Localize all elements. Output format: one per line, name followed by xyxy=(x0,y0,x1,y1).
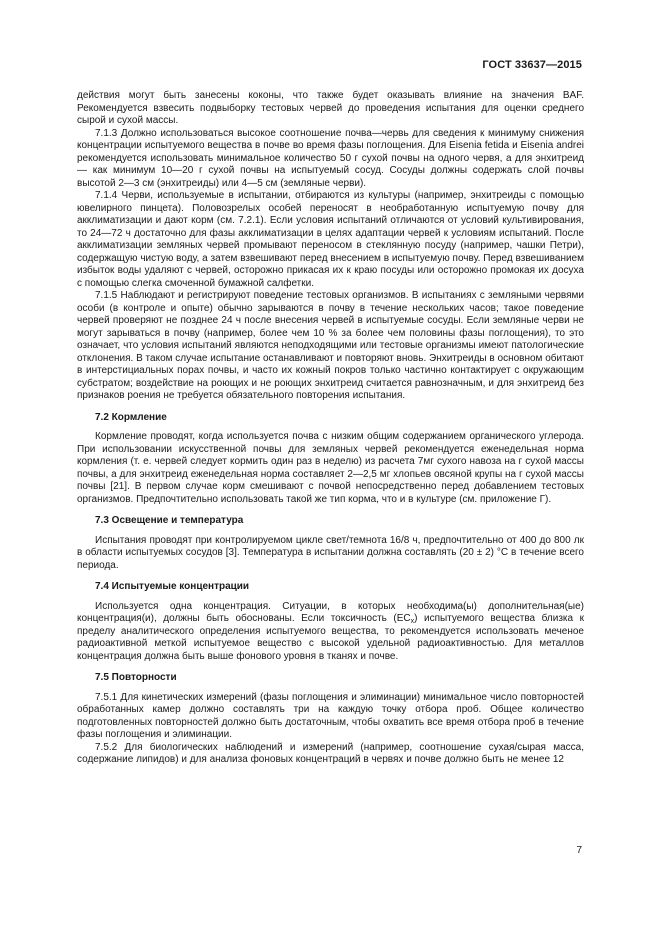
section-heading-7-4: 7.4 Испытуемые концентрации xyxy=(95,581,250,592)
standard-code-header: ГОСТ 33637—2015 xyxy=(482,59,582,71)
text-segment: Используется одна концентрация. Ситуации, в которых необходима(ы) дополнительная(ые) концентрация(и), должны быть обоснованы. Если токсичность (EC xyxy=(77,600,584,624)
paragraph-7-5-2: 7.5.2 Для биологических наблюдений и измерений (например, соотношение сухая/сырая масса, содержание липидов) и для анализа фоновых концентраций в червях и почве должно быть не менее 12 xyxy=(77,741,584,765)
text-segment: ) испытуемого вещества близка к пределу аналитического определения испытуемого вещества, то рекомендуется использовать меченое радиоактивной меткой испытуемое вещество с высокой удельной радиоактивностью. Для металлов концентрация должна быть выше фонового уровня в тканях и почве. xyxy=(77,613,584,662)
paragraph-7-1-3: 7.1.3 Должно использоваться высокое соотношение почва—червь для сведения к минимуму снижения концентрации испытуемого вещества в почве во время фазы поглощения. Для Eisenia fetida и Eisenia andrei рекомендуется использовать минимальное количество 50 г сухой почвы на одного червя, а для энхитреид — как минимум 10—20 г сухой почвы на испытуемый сосуд. Сосуды должны содержать слой почвы высотой 2—3 см (энхитреиды) или 4—5 см (земляные черви). xyxy=(77,127,584,189)
section-heading-7-2: 7.2 Кормление xyxy=(95,411,167,423)
document-body xyxy=(77,90,584,767)
section-heading-7-3: 7.3 Освещение и температура xyxy=(95,515,244,526)
paragraph-continuation: действия могут быть занесены коконы, что также будет оказывать влияние на значения BAF. Рекомендуется взвесить подвыборку тестовых червей до проведения испытания для оценки среднего сырой и сухой массы. xyxy=(77,90,584,126)
paragraph-feeding: Кормление проводят, когда используется почва с низким общим содержанием органического углерода. При использовании искусственной почвы для земляных червей рекомендуется еженедельная норма кормления (т. е. червей следует кормить один раз в неделю) из расчета 7мг сухого навоза на г сухой массы почвы, а для энхитреид еженедельная норма составляет 2—2,5 мг хлопьев овсяной крупы на г сухой массы почвы [21]. В первом случае корм смешивают с почвой непосредственно перед добавлением тестовых организмов. Предпочтительно использовать такой же тип корма, что и в культуре (см. приложение Г). xyxy=(77,431,584,505)
paragraph-7-5-1: 7.5.1 Для кинетических измерений (фазы поглощения и элиминации) минимальное число повторностей обработанных камер должно составлять три на каждую точку отбора проб. Общее количество подготовленных повторностей должно быть достаточным, чтобы охватить все время отбора проб в течение фазы поглощения и элиминации. xyxy=(77,691,584,740)
paragraph-7-1-5: 7.1.5 Наблюдают и регистрируют поведение тестовых организмов. В испытаниях с земляными червями особи (в контроле и опыте) обычно зарываются в почву в течение нескольких часов; такое поведение червей проверяют не позднее 24 ч после внесения червей в испытуемые сосуды. Если земляные черви не могут зарываться в почву (например, более чем 10 % за более чем половины фазы поглощения), то это означает, что условия испытаний являются неподходящими или тестовые организмы имеют патологические отклонения. В таком случае испытание останавливают и повторяют вновь. Энхитреиды в основном обитают в интерстициальных порах почвы, и часто их кожный покров только частично контактирует с окружающим субстратом; воздействие на роющих и не роющих энхитреид считается равнозначным, и для энхитреид без признаков роения не требуется обязательного повторения испытания. xyxy=(77,290,584,401)
paragraph-lighting: Испытания проводят при контролируемом цикле свет/темнота 16/8 ч, предпочтительно от 400 до 800 лк в области испытуемых сосудов [3]. Температура в испытании должна составлять (20 ± 2) °С в течение всего периода. xyxy=(77,534,584,571)
subscript-x: x xyxy=(410,618,415,625)
page-number: 7 xyxy=(576,845,582,856)
section-heading-7-5: 7.5 Повторности xyxy=(95,672,177,683)
paragraph-concentrations xyxy=(77,601,584,664)
paragraph-7-1-4: 7.1.4 Черви, используемые в испытании, отбираются из культуры (например, энхитреиды с помощью ювелирного пинцета). Половозрелых особей переносят в необработанную испытуемую почву для акклиматизации и дают корм (см. 7.2.1). Если условия испытаний отличаются от условий культивирования, то 24—72 ч достаточно для фазы акклиматизации в целях адаптации червей к условиям испытаний. После акклиматизации земляных червей промывают переносом в стеклянную посуду (например, чашки Петри), содержащую чистую воду, а затем взвешивают перед внесением в испытуемую почву. Перед взвешиванием избыток воды удаляют с червей, осторожно прикасая их к краю посуды или осторожно промокая их досуха с помощью слегка смоченной бумажной салфетки. xyxy=(77,190,584,289)
